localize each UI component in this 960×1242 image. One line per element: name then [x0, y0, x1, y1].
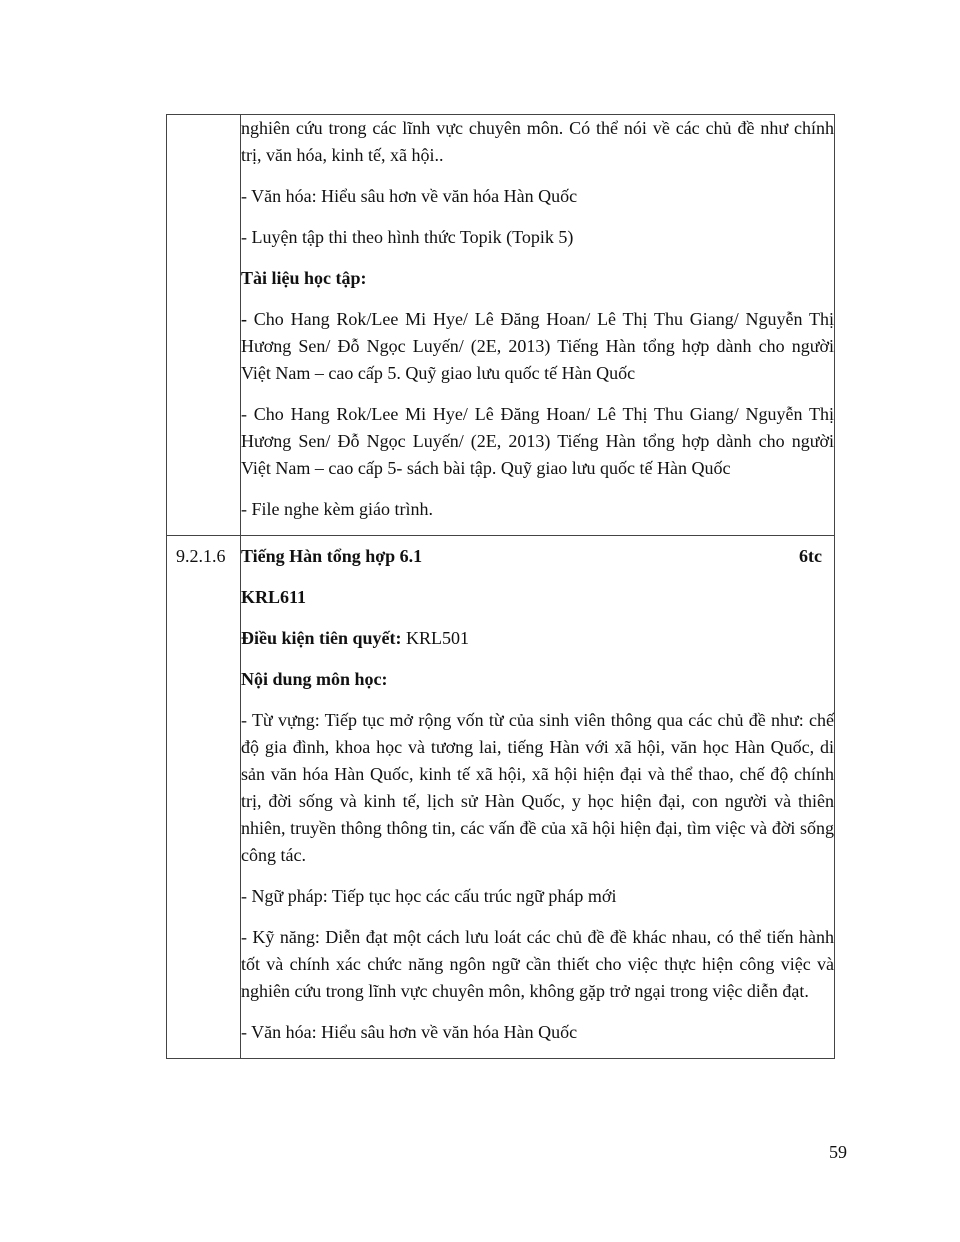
reference-dash: -	[241, 309, 247, 329]
reference-item	[241, 306, 834, 387]
course-title: Tiếng Hàn tổng hợp 6.1	[241, 546, 423, 566]
course-code: KRL611	[241, 587, 307, 607]
content-cell	[241, 115, 835, 536]
vocabulary-paragraph: - Từ vựng: Tiếp tục mở rộng vốn từ của sinh viên thông qua các chủ đề như: chế độ gia đình, khoa học và tương lai, tiếng Hàn với xã hội, văn học Hàn Quốc, di sản văn hóa Hàn Quốc, kinh tế xã hội, xã hội hiện đại và thể thao, chế độ chính trị, đời sống và kinh tế, lịch sử Hàn Quốc, y học hiện đại, con người và thiên nhiên, truyền thông thông tin, các vấn đề của xã hội hiện đại, tìm việc và đời sống công tác.	[241, 710, 834, 865]
grammar-paragraph: - Ngữ pháp: Tiếp tục học các cấu trúc ngữ pháp mới	[241, 886, 617, 906]
table-row	[167, 536, 835, 1059]
course-credits: 6tc	[799, 546, 822, 566]
reference-item: - File nghe kèm giáo trình.	[241, 499, 433, 519]
reference-item: - Cho Hang Rok/Lee Mi Hye/ Lê Đăng Hoan/ Lê Thị Thu Giang/ Nguyễn Thị Hương Sen/ Đỗ Ngọc Luyến/ (2E, 2013) Tiếng Hàn tổng hợp dành cho người Việt Nam – cao cấp 5- sách bài tập. Quỹ giao lưu quốc tế Hàn Quốc	[241, 404, 834, 478]
prerequisite-label: Điều kiện tiên quyết:	[241, 628, 402, 648]
skills-paragraph: - Kỹ năng: Diễn đạt một cách lưu loát các chủ đề đề khác nhau, có thể tiến hành tốt và chính xác chức năng ngôn ngữ cần thiết cho việc thực hiện công việc và nghiên cứu trong lĩnh vực chuyên môn, không gặp trở ngại trong việc diễn đạt.	[241, 927, 834, 1001]
prerequisite	[241, 625, 834, 652]
culture-paragraph: - Văn hóa: Hiểu sâu hơn về văn hóa Hàn Quốc	[241, 186, 578, 206]
content-heading: Nội dung môn học:	[241, 669, 388, 689]
section-number: 9.2.1.6	[176, 546, 226, 566]
number-cell	[167, 115, 241, 536]
course-table	[166, 114, 835, 1059]
content-cell	[241, 536, 835, 1059]
research-paragraph: nghiên cứu trong các lĩnh vực chuyên môn. Có thể nói về các chủ đề như chính trị, văn hóa, kinh tế, xã hội..	[241, 118, 834, 165]
practice-paragraph: - Luyện tập thi theo hình thức Topik (Topik 5)	[241, 227, 574, 247]
number-cell	[167, 536, 241, 1059]
course-title-row	[241, 543, 834, 570]
prerequisite-value: KRL501	[401, 628, 470, 648]
page-number: 59	[829, 1142, 847, 1162]
culture-paragraph: - Văn hóa: Hiểu sâu hơn về văn hóa Hàn Quốc	[241, 1022, 578, 1042]
materials-heading: Tài liệu học tập:	[241, 268, 367, 288]
reference-text: Cho Hang Rok/Lee Mi Hye/ Lê Đăng Hoan/ Lê Thị Thu Giang/ Nguyễn Thị Hương Sen/ Đỗ Ngọc Luyến/ (2E, 2013) Tiếng Hàn tổng hợp dành cho người Việt Nam – cao cấp 5. Quỹ giao lưu quốc tế Hàn Quốc	[241, 309, 834, 383]
table-row	[167, 115, 835, 536]
